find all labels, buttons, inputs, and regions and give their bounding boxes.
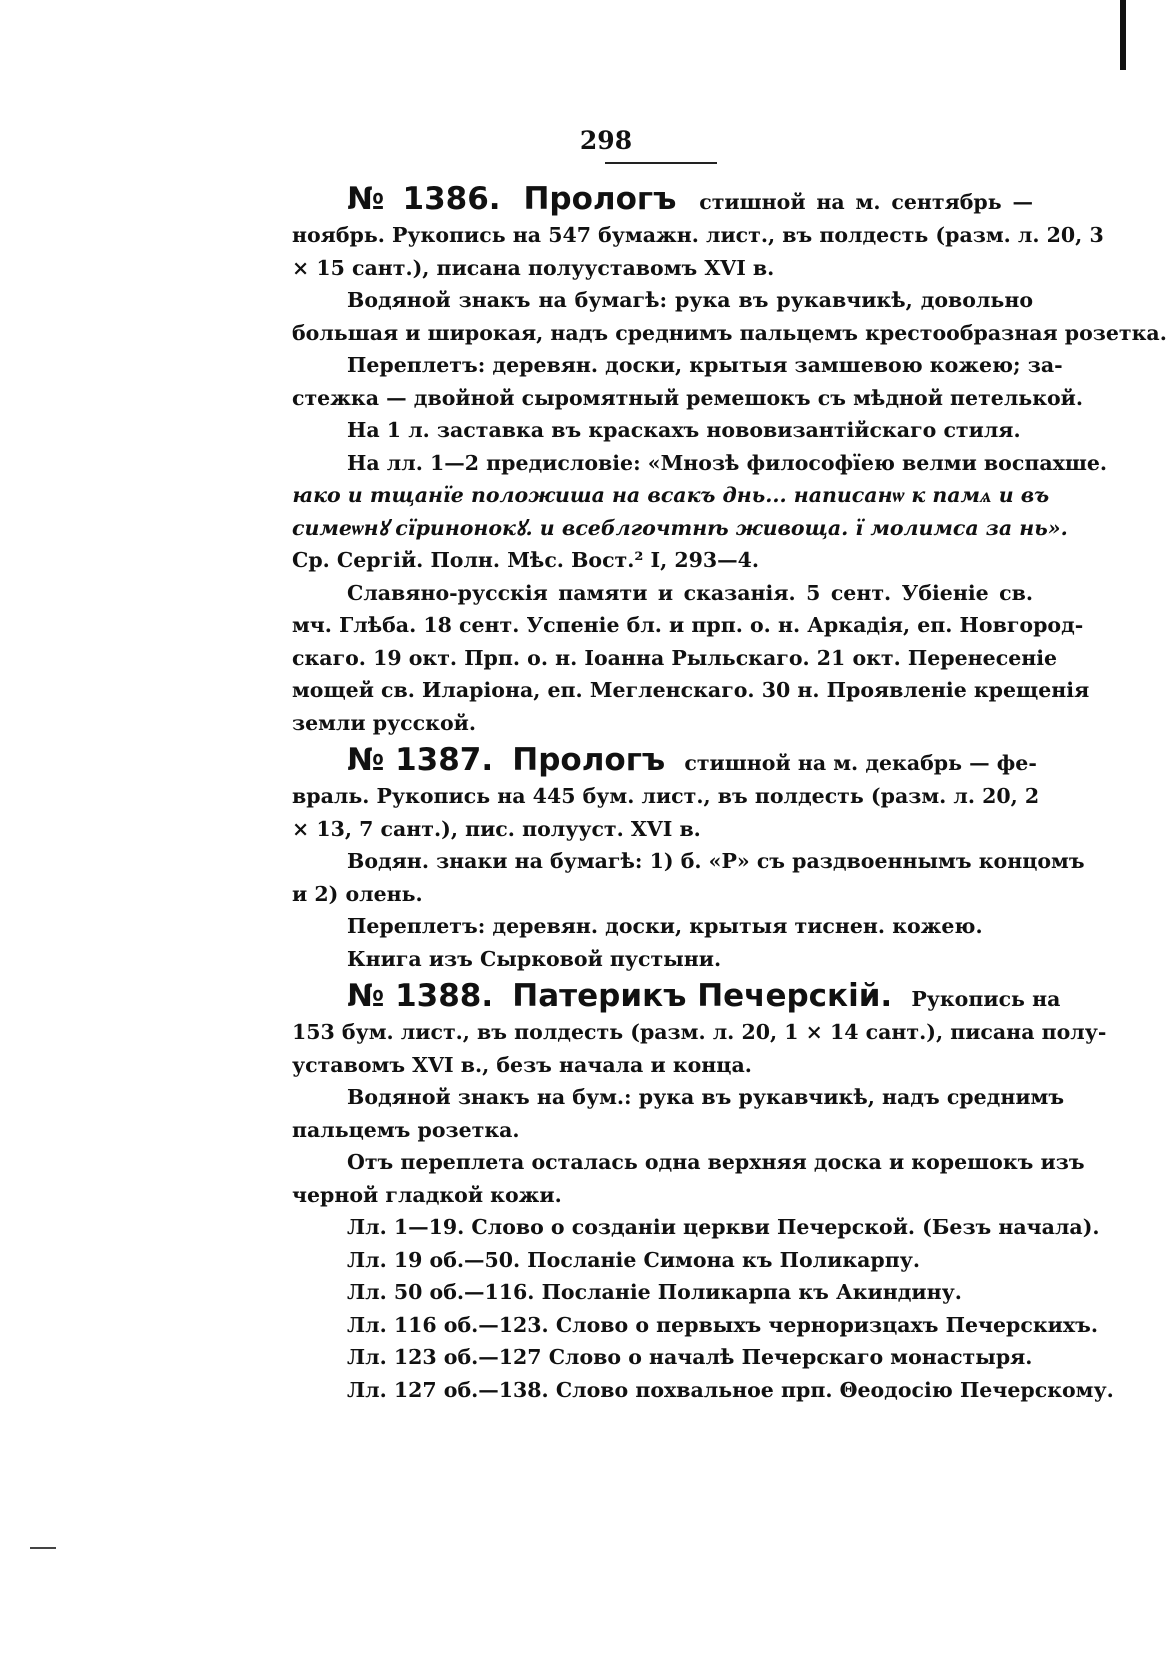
- text-line: Отъ переплета осталась одна верхняя доска и корешокъ изъ: [347, 1150, 1085, 1174]
- text-line: большая и широкая, надъ среднимъ пальцемъ крестообразная розетка.: [292, 320, 1167, 345]
- text-line: Водян. знаки на бумагѣ: 1) б. «Р» съ раздвоеннымъ концомъ: [347, 849, 1085, 873]
- text-line: мощей св. Иларіона, еп. Мегленскаго. 30 н. Проявленіе крещенія: [292, 678, 1090, 702]
- entry-heading: [292, 975, 1061, 1016]
- text-line: Лл. 123 об.—127 Слово о началѣ Печерскаго монастыря.: [347, 1345, 1033, 1369]
- entry-number: № 1386.: [347, 181, 501, 217]
- page-body: [292, 178, 1167, 1406]
- page-number-rule: [605, 162, 717, 164]
- text-line: симеѡнꙋ сїринонокꙋ. и всеблгочтнѣ живоща. ї молимса за нь».: [292, 515, 1068, 540]
- text-line: Славяно-русскія памяти и сказанія. 5 сент. Убіеніе св.: [347, 580, 1033, 605]
- entry-number: № 1387.: [347, 742, 494, 778]
- text-line: Водяной знакъ на бум.: рука въ рукавчикѣ, надъ среднимъ: [347, 1085, 1065, 1109]
- entry-heading-rest: Рукопись на: [911, 987, 1061, 1011]
- text-line: черной гладкой кожи.: [292, 1182, 562, 1207]
- page-number: 298: [579, 126, 633, 155]
- text-line: Лл. 116 об.—123. Слово о первыхъ черноризцахъ Печерскихъ.: [347, 1312, 1098, 1337]
- margin-dash: [30, 1547, 56, 1549]
- text-line: пальцемъ розетка.: [292, 1117, 520, 1142]
- text-line: ꙗко и тщанїе положиша на всакъ днь... написанѡ к памѧ и въ: [292, 483, 1050, 507]
- entry-heading-rest: стишной на м. сентябрь —: [699, 190, 1033, 214]
- entry-heading-rest: стишной на м. декабрь — фе-: [684, 751, 1037, 775]
- text-line: враль. Рукопись на 445 бум. лист., въ полдесть (разм. л. 20, 2: [292, 784, 1040, 808]
- text-line: × 15 сант.), писана полууставомъ XVI в.: [292, 255, 775, 280]
- text-line: Ср. Сергій. Полн. Мѣс. Вост.² I, 293—4.: [292, 548, 760, 572]
- text-line: 153 бум. лист., въ полдесть (разм. л. 20, 1 × 14 сант.), писана полу-: [292, 1020, 1107, 1044]
- text-line: и 2) олень.: [292, 881, 423, 906]
- text-line: На лл. 1—2 предисловіе: «Мнозѣ философїею велми воспахше.: [347, 450, 1108, 475]
- text-line: Переплетъ: деревян. доски, крытыя тиснен. кожею.: [347, 914, 983, 938]
- text-line: земли русской.: [292, 710, 476, 735]
- entry-title: Патерикъ Печерскій.: [512, 978, 893, 1014]
- text-line: Водяной знакъ на бумагѣ: рука въ рукавчикѣ, довольно: [347, 288, 1033, 312]
- text-line: уставомъ XVI в., безъ начала и конца.: [292, 1052, 752, 1077]
- text-line: стежка — двойной сыромятный ремешокъ съ мѣдной петелькой.: [292, 385, 1084, 410]
- scan-edge-mark: [1120, 0, 1126, 70]
- entry-title: Прологъ: [512, 742, 666, 778]
- text-line: Книга изъ Сырковой пустыни.: [347, 946, 722, 971]
- entry-number: № 1388.: [347, 978, 494, 1014]
- text-line: мч. Глѣба. 18 сент. Успеніе бл. и прп. о. н. Аркадія, еп. Новгород-: [292, 613, 1084, 637]
- entry-heading: [292, 739, 1037, 780]
- text-line: Лл. 50 об.—116. Посланіе Поликарпа къ Акиндину.: [347, 1280, 962, 1304]
- text-line: Лл. 1—19. Слово о созданіи церкви Печерской. (Безъ начала).: [347, 1215, 1100, 1239]
- text-line: скаго. 19 окт. Прп. о. н. Іоанна Рыльскаго. 21 окт. Перенесеніе: [292, 645, 1058, 670]
- text-line: Лл. 19 об.—50. Посланіе Симона къ Поликарпу.: [347, 1247, 920, 1272]
- entry-heading: [292, 178, 1033, 219]
- text-line: ноябрь. Рукопись на 547 бумажн. лист., въ полдесть (разм. л. 20, 3: [292, 223, 1104, 247]
- text-line: × 13, 7 сант.), пис. полууст. XVI в.: [292, 816, 701, 841]
- text-line: Переплетъ: деревян. доски, крытыя замшевою кожею; за-: [347, 353, 1063, 377]
- entry-title: Прологъ: [523, 181, 677, 217]
- text-line: Лл. 127 об.—138. Слово похвальное прп. Θеодосію Печерскому.: [347, 1377, 1114, 1402]
- text-line: На 1 л. заставка въ краскахъ нововизантійскаго стиля.: [347, 418, 1021, 442]
